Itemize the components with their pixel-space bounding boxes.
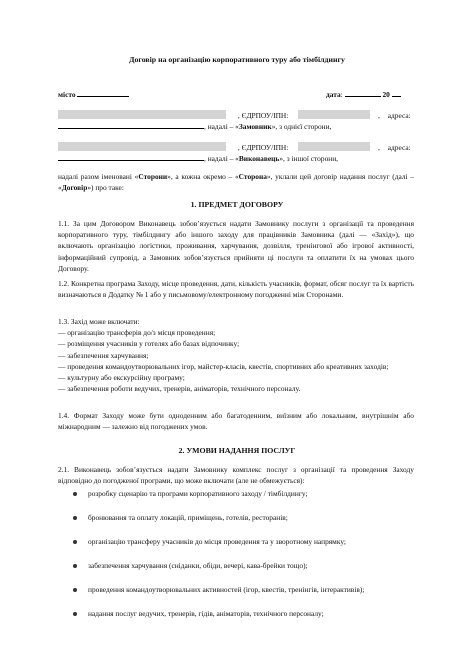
list-item: — забезпечення харчування; bbox=[58, 350, 149, 360]
customer-name-field[interactable] bbox=[58, 110, 226, 119]
contractor-line-2: , надалі – «Виконавець», з іншої сторони, bbox=[58, 153, 338, 164]
date-year-prefix: 20 bbox=[382, 90, 390, 99]
contractor-name-field[interactable] bbox=[58, 142, 226, 151]
clause-1-1: 1.1. За цим Договором Виконавець зобов’язується надати Замовнику послуги з організації та проведення корпоративного туру, тімбілдингу або іншого заходу для працівників Замовника (далі — «Захід»), що включають організацію логістики, проживання, харчування, дозвілля, тренінгової або ігрової активності, інформаційний супровід, а Замовник зобов’язується прийняти ці послуги та оплатити їх на умовах цього Договору. bbox=[58, 219, 414, 273]
clause-1-4: 1.4. Формат Заходу може бути одноденним або багатоденним, виїзним або локальним, внутрішнім або міжнародним — залежно від погоджених умов. bbox=[58, 411, 414, 432]
date-field[interactable] bbox=[345, 96, 381, 97]
bullet-icon bbox=[73, 540, 77, 544]
list-item: — культурну або екскурсійну програму; bbox=[58, 373, 185, 383]
customer-address-label: адреса: bbox=[387, 111, 411, 120]
city-field[interactable] bbox=[77, 96, 129, 97]
date-label: дата bbox=[326, 90, 341, 99]
contractor-role: Виконавець bbox=[238, 154, 280, 163]
date-year-field[interactable] bbox=[392, 96, 401, 97]
customer-line-2: , надалі – «Замовник», з однієї сторони, bbox=[58, 121, 331, 132]
list-item: — організацію трансферів до/з місця проведення; bbox=[58, 328, 216, 338]
bullet-icon bbox=[73, 492, 77, 496]
clause-1-3-intro: 1.3. Захід може включати: bbox=[58, 317, 140, 326]
bullet-icon bbox=[73, 516, 77, 520]
document-page: Договір на організацію корпоративного туру або тімбілдингу місто дата: 20 , ЄДРПОУ/ІПН: , адреса: , надалі – «Замовник», з однієї сторони, , ЄДРПОУ/ІПН: , адреса: , надалі – «Виконавець», з іншої сторони, надалі разом іменовані «Сторони», а кожна окремо – «Сторона», уклали цей договір надання послуг (далі – «Договір») про таке: 1. ПРЕДМЕТ ДОГОВОРУ 1.1. За цим Договором Виконавець зобов’язується надати Замовнику послуги з організації та проведення корпоративного туру, тімбілдингу або іншого заходу для працівників Замовника (далі — «Захід»), що включають організацію логістики, проживання, харчування, дозвілля, тренінгової або ігрової активності, інформаційний супровід, а Замовник зобов’язується прийняти ці послуги та оплатити їх на умовах цього Договору. 1.2. Конкретна програма Заходу, місце проведення, дати, кількість учасників, формат, обсяг послуг та їх вартість визначаються в Додатку № 1 або у письмовому/електронному погодженні між Сторонами. 1.3. Захід може включати: — організацію трансферів до/з місця проведення; — розміщення учасників у готелях або базах відпочинку; — забезпечення харчування; — проведення командоутворювальних ігор, майстер-класів, квестів, спортивних або креативних заходів; — культурну або екскурсійну програму; — забезпечення роботи ведучих, тренерів, аніматорів, технічного персоналу. 1.4. Формат Заходу може бути одноденним або багатоденним, виїзним або локальним, внутрішнім або міжнародним — залежно від погоджених умов. 2. УМОВИ НАДАННЯ ПОСЛУГ 2.1. Виконавець зобов’язується надати Замовнику комплекс послуг з організації та проведення Заходу відповідно до погодженої програми, що може включати (але не обмежується): розробку сценарію та програми корпоративного заходу / тімбілдингу; бронювання та оплату локацій, приміщень, готелів, ресторанів; організацію трансферу учасників до місця проведення та у зворотному напрямку; забезпечення харчування (сніданки, обіди, вечері, кава-брейки тощо); проведення командоутворювальних активностей (ігор, квестів, тренінгів, інтерактивів); надання послуг ведучих, тренерів, гідів, аніматорів, технічного персоналу; bbox=[0, 0, 474, 670]
section-1-heading: 1. ПРЕДМЕТ ДОГОВОРУ bbox=[190, 200, 284, 209]
bullet-icon bbox=[73, 612, 77, 616]
clause-2-1: 2.1. Виконавець зобов’язується надати Замовнику комплекс послуг з організації та проведення Заходу відповідно до погодженої програми, що може включати (але не обмежується): bbox=[58, 465, 414, 486]
list-item: — проведення командоутворювальних ігор, майстер-класів, квестів, спортивних або креативних заходів; bbox=[58, 361, 389, 371]
clause-1-3 bbox=[58, 316, 414, 394]
preamble-paragraph: надалі разом іменовані «Сторони», а кожна окремо – «Сторона», уклали цей договір надання послуг (далі – «Договір») про таке: bbox=[58, 172, 414, 193]
clause-1-2: 1.2. Конкретна програма Заходу, місце проведення, дати, кількість учасників, формат, обсяг послуг та їх вартість визначаються в Додатку № 1 або у письмовому/електронному погодженні між Сторонами. bbox=[58, 279, 414, 300]
contractor-address-label: адреса: bbox=[387, 143, 411, 152]
customer-edrpou-label: ЄДРПОУ/ІПН: bbox=[241, 111, 289, 120]
city-label: місто bbox=[58, 90, 76, 99]
bullet-icon bbox=[73, 564, 77, 568]
section-2-heading: 2. УМОВИ НАДАННЯ ПОСЛУГ bbox=[178, 446, 296, 455]
city-line bbox=[58, 89, 129, 100]
list-item: — забезпечення роботи ведучих, тренерів, аніматорів, технічного персоналу. bbox=[58, 384, 301, 394]
contractor-line-1: , ЄДРПОУ/ІПН: , адреса: bbox=[58, 142, 411, 153]
date-line: дата: 20 bbox=[326, 89, 401, 100]
list-item: — розміщення учасників у готелях або базах відпочинку; bbox=[58, 339, 240, 349]
contractor-edrpou-field[interactable] bbox=[298, 142, 370, 151]
contractor-edrpou-label: ЄДРПОУ/ІПН: bbox=[241, 143, 289, 152]
customer-role: Замовник bbox=[238, 122, 272, 131]
customer-edrpou-field[interactable] bbox=[298, 110, 370, 119]
document-title: Договір на організацію корпоративного туру або тімбілдингу bbox=[129, 55, 345, 64]
bullet-icon bbox=[73, 588, 77, 592]
customer-address-field[interactable] bbox=[58, 128, 204, 129]
customer-line-1: , ЄДРПОУ/ІПН: , адреса: bbox=[58, 110, 411, 121]
contractor-address-field[interactable] bbox=[58, 160, 204, 161]
